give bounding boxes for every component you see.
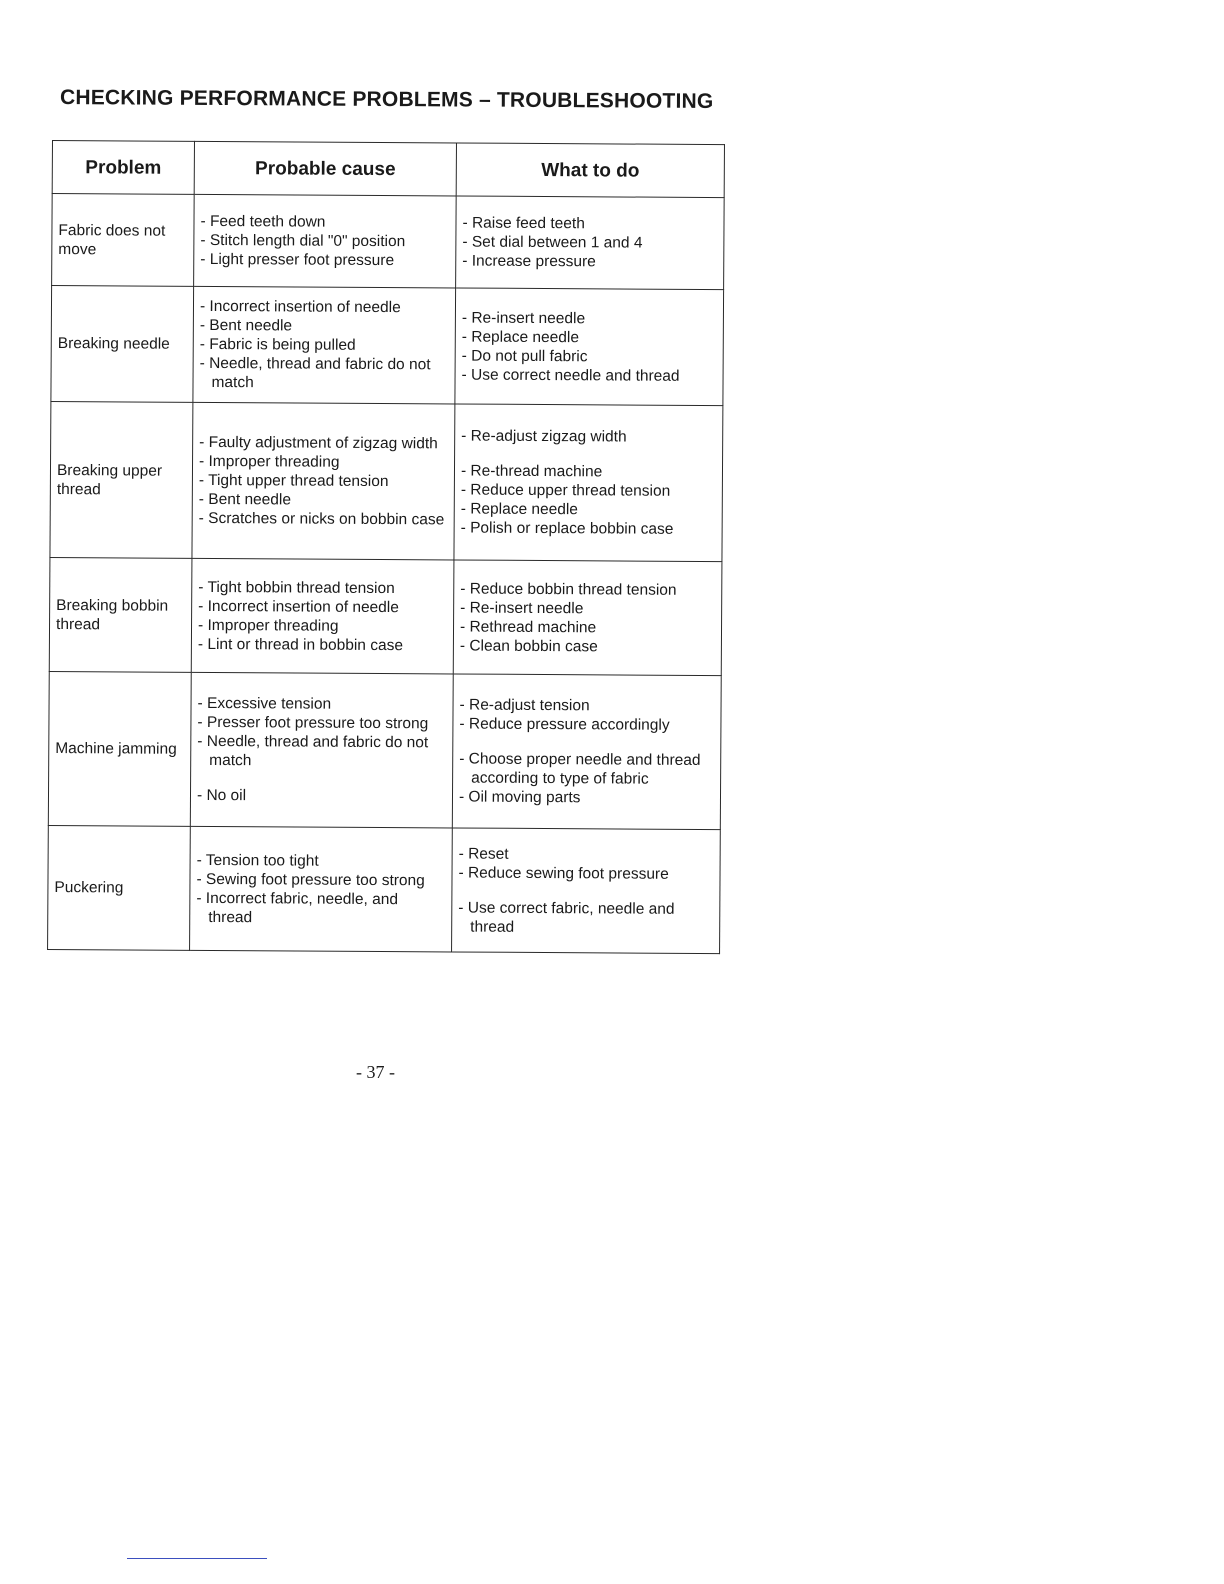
header-problem: Problem (52, 141, 194, 195)
remedy-cell (455, 288, 724, 406)
remedy-item: - Use correct fabric, needle and thread (458, 898, 713, 938)
remedy-item: - Re-insert needle (462, 308, 717, 329)
remedy-item: - Reduce upper thread tension (461, 481, 716, 502)
table-header-row (52, 141, 724, 198)
problem-cell: Puckering (48, 825, 191, 950)
page-title: CHECKING PERFORMANCE PROBLEMS – TROUBLESHOOTING (59, 86, 714, 113)
remedy-item: - Clean bobbin case (460, 636, 715, 657)
remedy-item: - Reduce sewing foot pressure (458, 863, 713, 884)
problem-cell: Breaking bobbin thread (49, 557, 192, 672)
table-row (48, 825, 721, 953)
cause-item: - Sewing foot pressure too strong (196, 869, 445, 890)
remedy-item: - Reset (459, 844, 714, 865)
cause-item: - Improper threading (198, 615, 447, 636)
remedy-item: - Rethread machine (460, 617, 715, 638)
remedy-item: - Re-insert needle (460, 598, 715, 619)
remedy-item: - Reduce bobbin thread tension (460, 579, 715, 600)
table-row (51, 286, 724, 406)
remedy-item: - Polish or replace bobbin case (461, 519, 716, 540)
cause-item: - Incorrect fabric, needle, and thread (196, 888, 445, 928)
cause-cell (194, 194, 457, 288)
troubleshooting-table (47, 140, 725, 954)
cause-cell (190, 672, 453, 828)
cause-item: - Improper threading (199, 452, 448, 473)
remedy-item: - Choose proper needle and thread according to type of fabric (459, 749, 714, 789)
remedy-item: - Re-thread machine (461, 462, 716, 483)
cause-cell (193, 286, 456, 404)
cause-cell (190, 826, 453, 952)
remedy-cell (454, 404, 723, 562)
table-row (52, 194, 725, 290)
table-row (49, 557, 722, 675)
table-row (50, 401, 723, 561)
remedy-cell (453, 560, 722, 676)
cause-item: - Tension too tight (197, 850, 446, 871)
cause-item: - Needle, thread and fabric do not match (199, 354, 448, 394)
remedy-item: - Re-adjust zigzag width (461, 427, 716, 448)
cause-item: - Scratches or nicks on bobbin case (199, 509, 448, 530)
remedy-item: - Replace needle (461, 500, 716, 521)
problem-cell: Breaking needle (51, 286, 194, 403)
header-what-to-do: What to do (456, 143, 724, 198)
footer-rule (127, 1558, 267, 1559)
cause-cell (192, 402, 455, 560)
cause-item: - Incorrect insertion of needle (200, 297, 449, 318)
problem-cell: Breaking upper thread (50, 401, 193, 558)
cause-cell (191, 558, 454, 674)
remedy-cell (452, 674, 721, 830)
remedy-item: - Increase pressure (462, 252, 717, 273)
cause-item: - Lint or thread in bobbin case (198, 634, 447, 655)
page-number: - 37 - (356, 1062, 395, 1082)
cause-item: - Excessive tension (198, 694, 447, 715)
cause-item: - Feed teeth down (200, 212, 449, 233)
table-row (48, 671, 721, 829)
problem-cell: Fabric does not move (52, 194, 195, 287)
remedy-item: - Set dial between 1 and 4 (462, 233, 717, 254)
cause-item: - Tight bobbin thread tension (198, 577, 447, 598)
cause-item: - Fabric is being pulled (200, 335, 449, 356)
remedy-cell (452, 828, 721, 954)
remedy-item: - Use correct needle and thread (462, 365, 717, 386)
header-probable-cause: Probable cause (194, 141, 456, 196)
cause-item: - Needle, thread and fabric do not match (197, 732, 446, 772)
remedy-cell (456, 196, 725, 290)
cause-item: - Faulty adjustment of zigzag width (199, 433, 448, 454)
cause-item: - Presser foot pressure too strong (197, 713, 446, 734)
remedy-item: - Replace needle (462, 327, 717, 348)
problem-cell: Machine jamming (48, 671, 191, 826)
cause-item: - Stitch length dial "0" position (200, 231, 449, 252)
cause-item: - Bent needle (200, 316, 449, 337)
remedy-item: - Re-adjust tension (459, 696, 714, 717)
remedy-item: - Reduce pressure accordingly (459, 714, 714, 735)
remedy-item: - Oil moving parts (459, 787, 714, 808)
cause-item: - Tight upper thread tension (199, 471, 448, 492)
remedy-item: - Raise feed teeth (462, 214, 717, 235)
cause-item: - Bent needle (199, 490, 448, 511)
cause-item: - Light presser foot pressure (200, 250, 449, 271)
cause-item: - No oil (197, 786, 446, 807)
remedy-item: - Do not pull fabric (462, 346, 717, 367)
cause-item: - Incorrect insertion of needle (198, 596, 447, 617)
